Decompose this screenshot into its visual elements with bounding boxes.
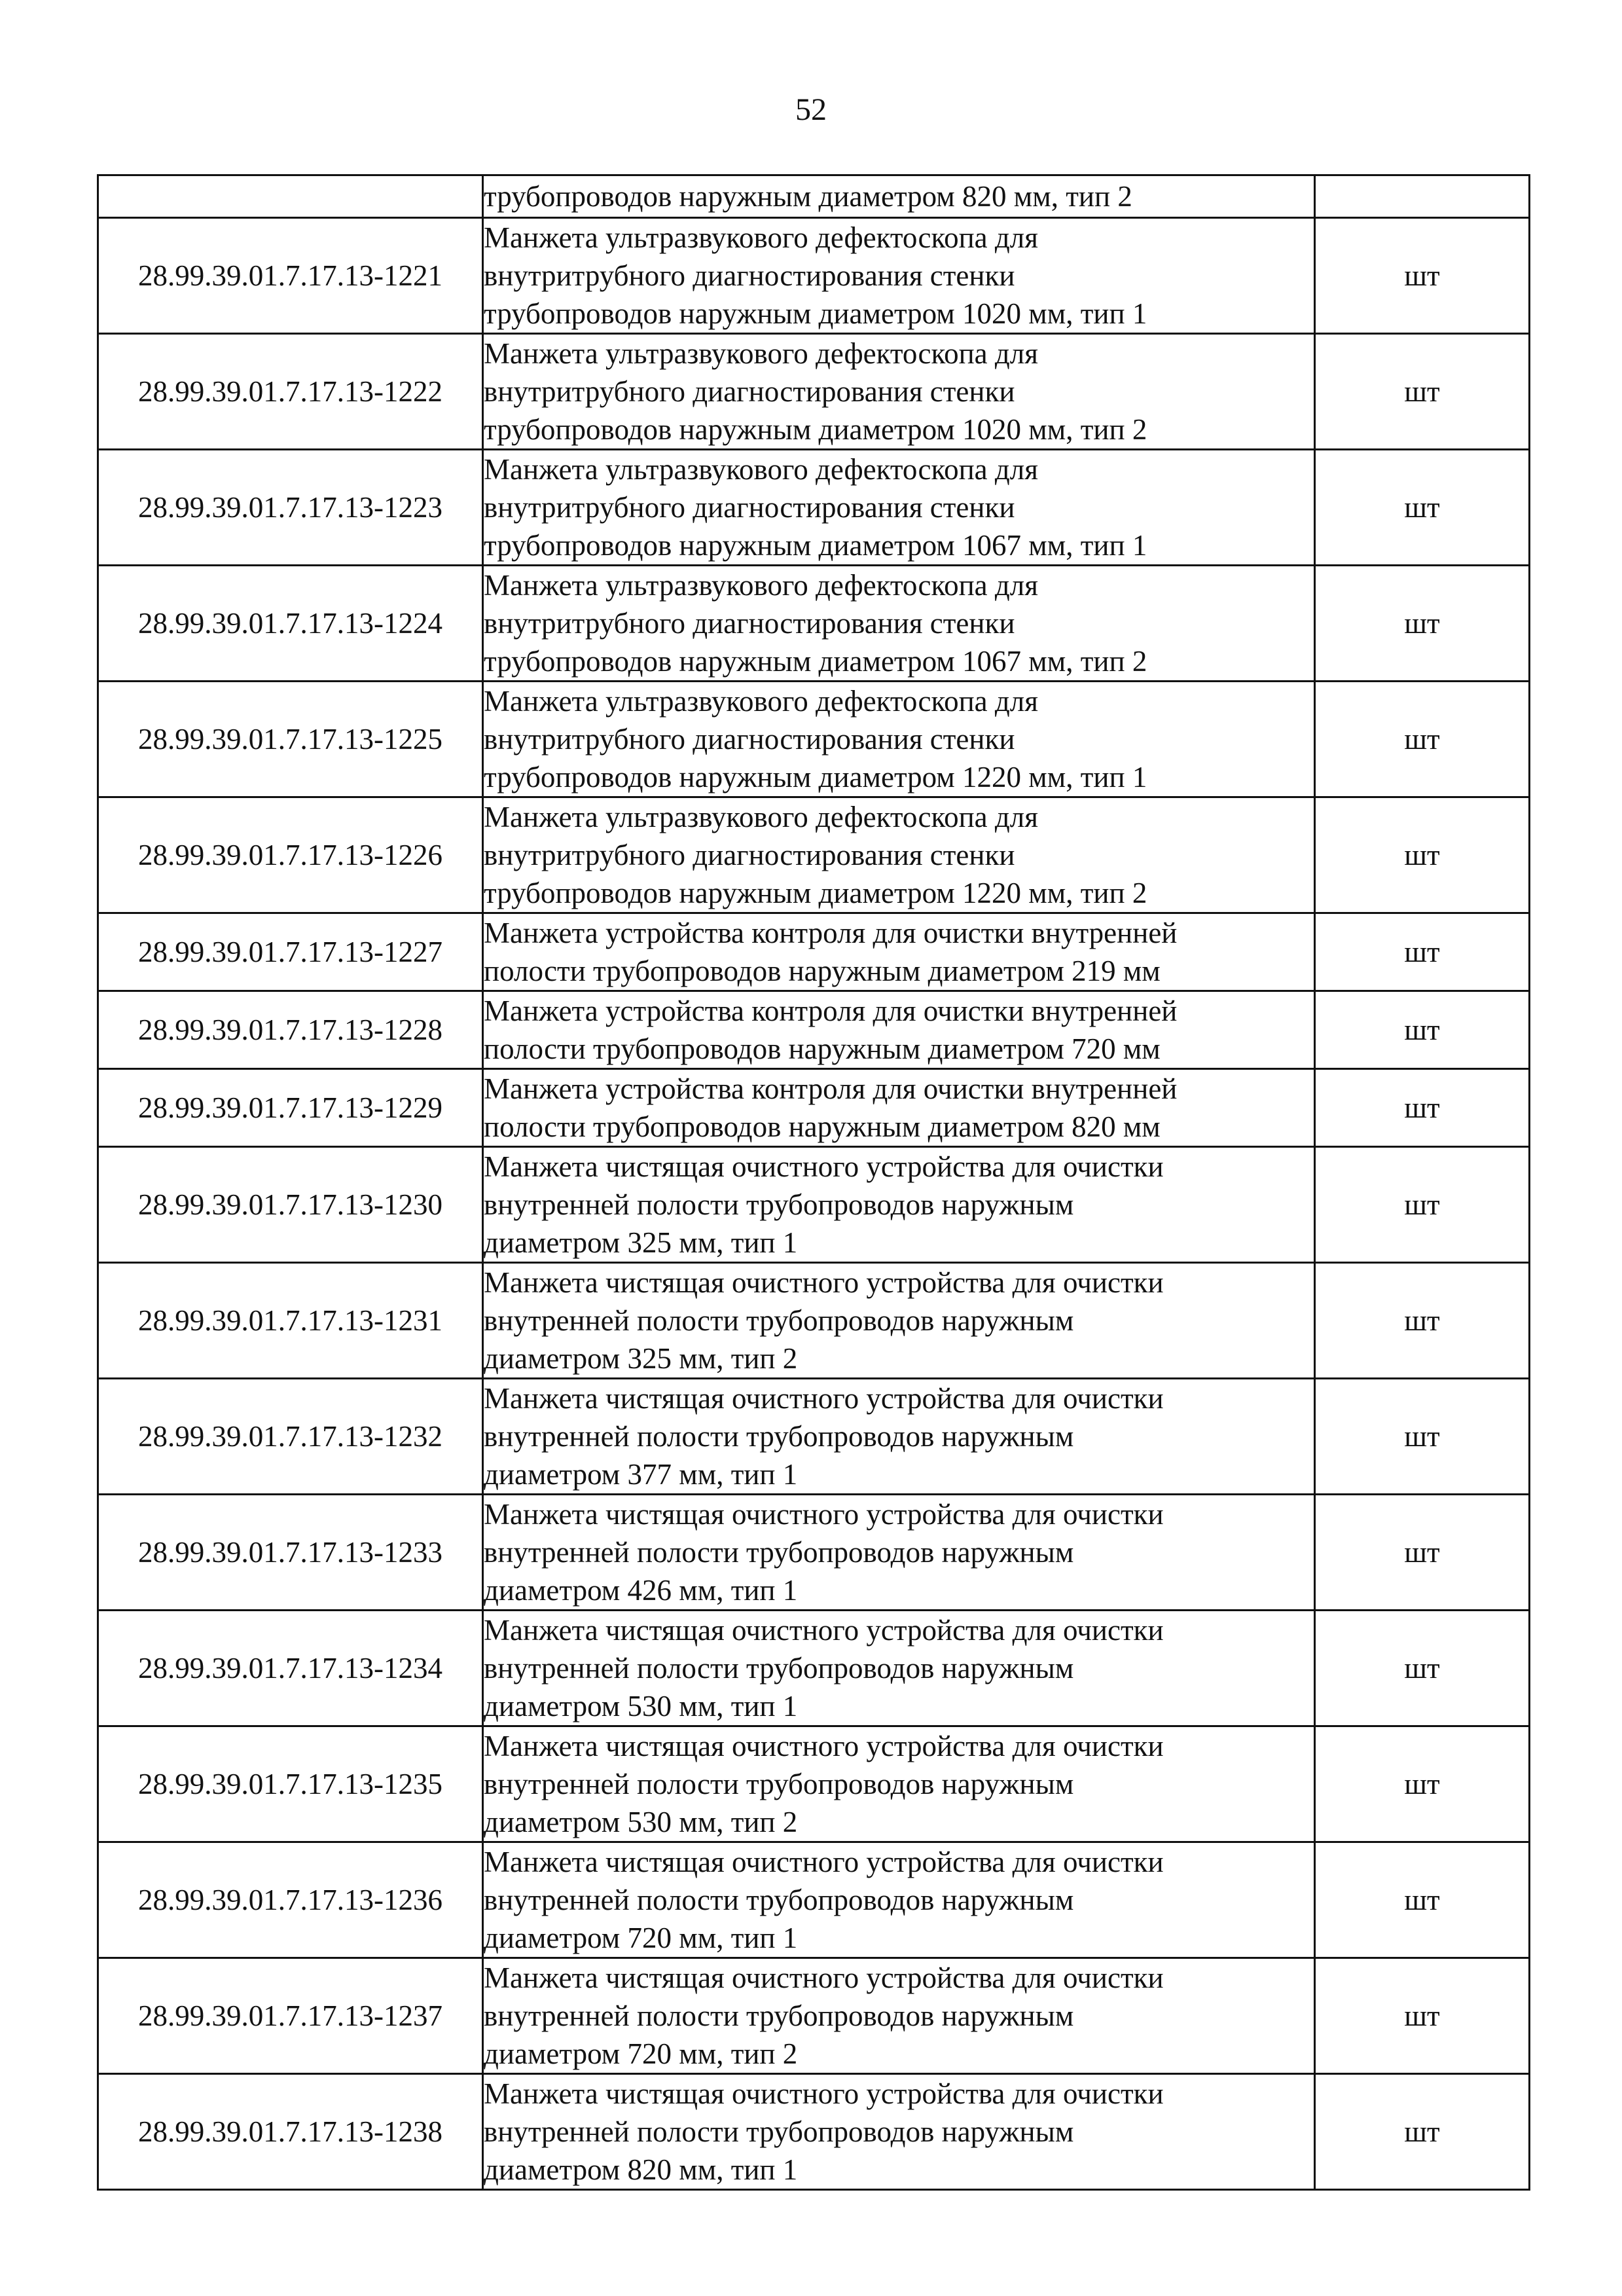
item-code-cell: 28.99.39.01.7.17.13-1228 — [98, 991, 483, 1069]
item-code-cell: 28.99.39.01.7.17.13-1233 — [98, 1495, 483, 1611]
item-description-line: трубопроводов наружным диаметром 1020 мм, тип 2 — [484, 413, 1147, 446]
item-description-line: внутритрубного диагностирования стенки — [484, 259, 1015, 292]
item-code-cell: 28.99.39.01.7.17.13-1225 — [98, 682, 483, 797]
item-unit-cell: шт — [1315, 682, 1530, 797]
table-row — [98, 2074, 1530, 2190]
table-row — [98, 1147, 1530, 1263]
item-description-line: Манжета чистящая очистного устройства для очистки — [484, 1382, 1164, 1415]
table-row — [98, 1842, 1530, 1958]
item-description-line: внутренней полости трубопроводов наружным — [484, 1999, 1074, 2032]
item-description-cell — [483, 334, 1315, 450]
item-description-line: Манжета чистящая очистного устройства для очистки — [484, 1498, 1164, 1531]
item-description-cell — [483, 566, 1315, 682]
table-row — [98, 1379, 1530, 1495]
item-code-cell: 28.99.39.01.7.17.13-1234 — [98, 1611, 483, 1726]
item-description-cell — [483, 1263, 1315, 1379]
table-row — [98, 1958, 1530, 2074]
item-code-cell: 28.99.39.01.7.17.13-1222 — [98, 334, 483, 450]
item-description-line: внутренней полости трубопроводов наружным — [484, 1420, 1074, 1453]
item-description-line: трубопроводов наружным диаметром 1020 мм, тип 1 — [484, 297, 1147, 330]
item-description-line: трубопроводов наружным диаметром 1067 мм, тип 2 — [484, 645, 1147, 678]
table-row — [98, 1495, 1530, 1611]
item-description-line: внутренней полости трубопроводов наружным — [484, 1188, 1074, 1221]
item-description-cell — [483, 1147, 1315, 1263]
item-description-line: диаметром 377 мм, тип 1 — [484, 1458, 798, 1491]
table-row — [98, 913, 1530, 991]
item-description-line: внутритрубного диагностирования стенки — [484, 607, 1015, 640]
item-description-cell — [483, 1842, 1315, 1958]
table-row-continuation — [98, 175, 1530, 218]
item-description-line: Манжета ультразвукового дефектоскопа для — [484, 221, 1038, 254]
table-row — [98, 566, 1530, 682]
item-description-cell — [483, 1726, 1315, 1842]
items-table — [97, 174, 1530, 2191]
item-unit-cell: шт — [1315, 334, 1530, 450]
item-code-cell — [98, 175, 483, 218]
item-unit-cell: шт — [1315, 1611, 1530, 1726]
table-row — [98, 334, 1530, 450]
item-unit-cell: шт — [1315, 1263, 1530, 1379]
item-description-line: Манжета устройства контроля для очистки внутренней — [484, 994, 1178, 1027]
item-unit-cell: шт — [1315, 1842, 1530, 1958]
item-description-line: диаметром 530 мм, тип 1 — [484, 1690, 798, 1722]
item-description-cell — [483, 1069, 1315, 1147]
item-unit-cell: шт — [1315, 1958, 1530, 2074]
item-code-cell: 28.99.39.01.7.17.13-1230 — [98, 1147, 483, 1263]
item-description-line: Манжета устройства контроля для очистки внутренней — [484, 1072, 1178, 1105]
item-code-cell: 28.99.39.01.7.17.13-1224 — [98, 566, 483, 682]
table-row — [98, 1611, 1530, 1726]
item-code-cell: 28.99.39.01.7.17.13-1223 — [98, 450, 483, 566]
item-unit-cell: шт — [1315, 913, 1530, 991]
table-row — [98, 797, 1530, 913]
item-unit-cell: шт — [1315, 218, 1530, 334]
item-description-line: Манжета ультразвукового дефектоскопа для — [484, 569, 1038, 602]
table-body — [98, 175, 1530, 2190]
item-description-line: Манжета чистящая очистного устройства для очистки — [484, 1730, 1164, 1762]
item-unit-cell: шт — [1315, 566, 1530, 682]
item-code-cell: 28.99.39.01.7.17.13-1232 — [98, 1379, 483, 1495]
table-row — [98, 682, 1530, 797]
item-unit-cell — [1315, 175, 1530, 218]
item-description-line: трубопроводов наружным диаметром 820 мм, тип 2 — [484, 180, 1132, 213]
item-code-cell: 28.99.39.01.7.17.13-1227 — [98, 913, 483, 991]
item-description-line: Манжета чистящая очистного устройства для очистки — [484, 2077, 1164, 2110]
item-code-cell: 28.99.39.01.7.17.13-1236 — [98, 1842, 483, 1958]
item-code-cell: 28.99.39.01.7.17.13-1237 — [98, 1958, 483, 2074]
item-description-line: Манжета чистящая очистного устройства для очистки — [484, 1614, 1164, 1647]
table-row — [98, 991, 1530, 1069]
item-description-cell — [483, 1958, 1315, 2074]
item-description-line: внутритрубного диагностирования стенки — [484, 491, 1015, 524]
table-row — [98, 1726, 1530, 1842]
item-description-line: Манжета ультразвукового дефектоскопа для — [484, 801, 1038, 833]
item-description-cell — [483, 991, 1315, 1069]
item-description-cell — [483, 450, 1315, 566]
table-row — [98, 1263, 1530, 1379]
page-number: 52 — [795, 92, 827, 127]
item-description-line: диаметром 530 мм, тип 2 — [484, 1806, 798, 1838]
item-description-line: Манжета устройства контроля для очистки внутренней — [484, 917, 1178, 949]
item-description-cell — [483, 913, 1315, 991]
item-description-line: диаметром 426 мм, тип 1 — [484, 1574, 798, 1607]
item-description-line: внутритрубного диагностирования стенки — [484, 375, 1015, 408]
item-unit-cell: шт — [1315, 991, 1530, 1069]
item-description-line: трубопроводов наружным диаметром 1067 мм, тип 1 — [484, 529, 1147, 562]
item-description-line: внутренней полости трубопроводов наружным — [484, 1304, 1074, 1337]
table-row — [98, 218, 1530, 334]
item-description-line: трубопроводов наружным диаметром 1220 мм, тип 2 — [484, 877, 1147, 909]
item-unit-cell: шт — [1315, 1069, 1530, 1147]
item-description-line: трубопроводов наружным диаметром 1220 мм, тип 1 — [484, 761, 1147, 793]
item-description-line: внутренней полости трубопроводов наружным — [484, 1652, 1074, 1685]
item-description-cell — [483, 797, 1315, 913]
item-code-cell: 28.99.39.01.7.17.13-1221 — [98, 218, 483, 334]
item-code-cell: 28.99.39.01.7.17.13-1231 — [98, 1263, 483, 1379]
item-description-cell — [483, 682, 1315, 797]
item-description-cell — [483, 1611, 1315, 1726]
item-description-line: диаметром 720 мм, тип 1 — [484, 1922, 798, 1954]
item-code-cell: 28.99.39.01.7.17.13-1238 — [98, 2074, 483, 2190]
item-description-line: полости трубопроводов наружным диаметром 219 мм — [484, 955, 1161, 987]
item-unit-cell: шт — [1315, 1379, 1530, 1495]
item-description-line: диаметром 325 мм, тип 1 — [484, 1226, 798, 1259]
item-description-line: внутренней полости трубопроводов наружным — [484, 2115, 1074, 2148]
item-code-cell: 28.99.39.01.7.17.13-1235 — [98, 1726, 483, 1842]
item-unit-cell: шт — [1315, 1147, 1530, 1263]
table-row — [98, 1069, 1530, 1147]
table-row — [98, 450, 1530, 566]
item-description-line: Манжета чистящая очистного устройства для очистки — [484, 1846, 1164, 1878]
item-description-line: внутритрубного диагностирования стенки — [484, 839, 1015, 871]
item-description-cell — [483, 2074, 1315, 2190]
item-description-line: полости трубопроводов наружным диаметром 820 мм — [484, 1110, 1161, 1143]
item-unit-cell: шт — [1315, 1726, 1530, 1842]
item-description-cell — [483, 1379, 1315, 1495]
item-description-line: полости трубопроводов наружным диаметром 720 мм — [484, 1032, 1161, 1065]
item-description-line: внутренней полости трубопроводов наружным — [484, 1536, 1074, 1569]
item-unit-cell: шт — [1315, 2074, 1530, 2190]
item-description-line: диаметром 720 мм, тип 2 — [484, 2037, 798, 2070]
item-description-cell — [483, 175, 1315, 218]
item-unit-cell: шт — [1315, 1495, 1530, 1611]
item-description-line: внутритрубного диагностирования стенки — [484, 723, 1015, 756]
item-description-line: Манжета чистящая очистного устройства для очистки — [484, 1961, 1164, 1994]
item-code-cell: 28.99.39.01.7.17.13-1226 — [98, 797, 483, 913]
item-description-line: диаметром 820 мм, тип 1 — [484, 2153, 798, 2186]
item-unit-cell: шт — [1315, 450, 1530, 566]
item-description-line: Манжета чистящая очистного устройства для очистки — [484, 1266, 1164, 1299]
item-description-cell — [483, 218, 1315, 334]
item-description-line: внутренней полости трубопроводов наружным — [484, 1768, 1074, 1800]
item-description-line: диаметром 325 мм, тип 2 — [484, 1342, 798, 1375]
item-description-line: Манжета чистящая очистного устройства для очистки — [484, 1150, 1164, 1183]
item-description-line: Манжета ультразвукового дефектоскопа для — [484, 337, 1038, 370]
item-code-cell: 28.99.39.01.7.17.13-1229 — [98, 1069, 483, 1147]
item-description-line: Манжета ультразвукового дефектоскопа для — [484, 685, 1038, 718]
item-description-line: Манжета ультразвукового дефектоскопа для — [484, 453, 1038, 486]
item-description-cell — [483, 1495, 1315, 1611]
item-description-line: внутренней полости трубопроводов наружным — [484, 1884, 1074, 1916]
item-unit-cell: шт — [1315, 797, 1530, 913]
